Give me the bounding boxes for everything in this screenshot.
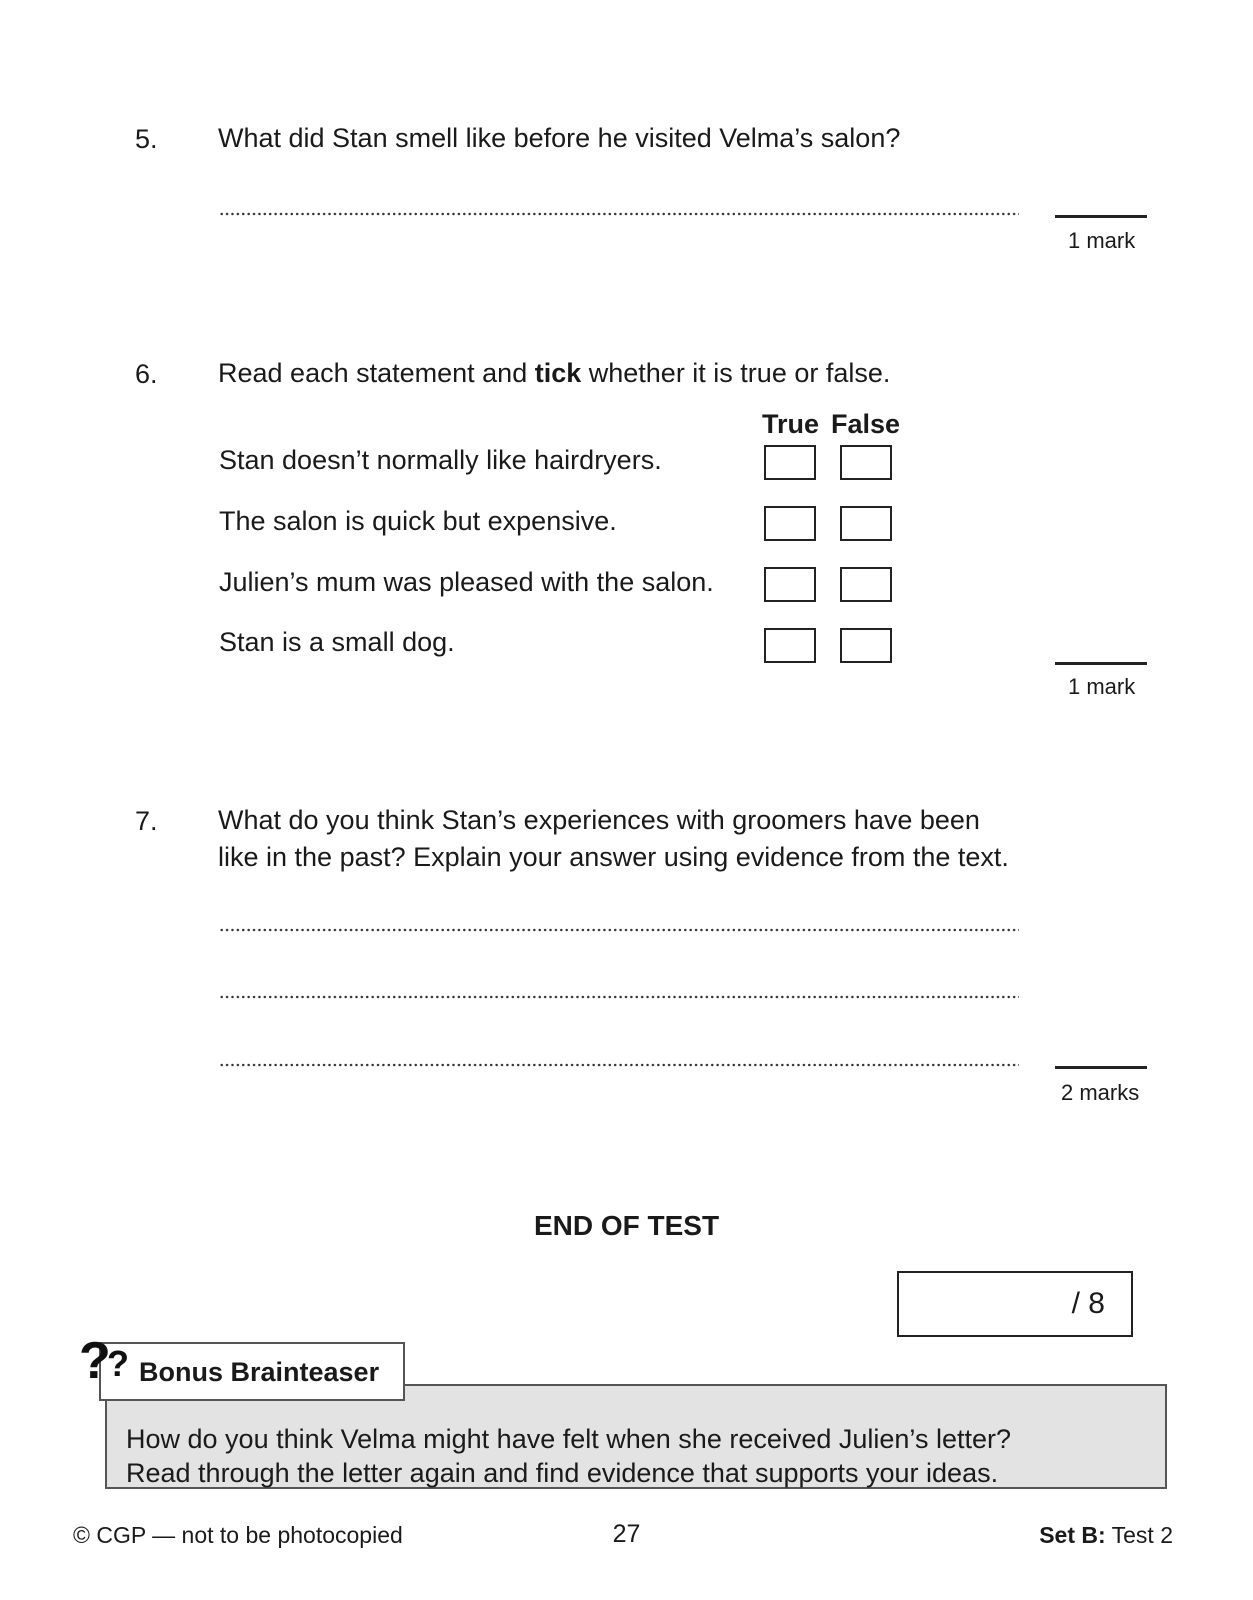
statement-2-false-checkbox[interactable]: [840, 506, 892, 541]
bonus-line-2: Read through the letter again and find evidence that supports your ideas.: [126, 1458, 999, 1488]
question-7-line-2: like in the past? Explain your answer using evidence from the text.: [218, 842, 1009, 872]
marks-label-q6: 1 mark: [1068, 674, 1136, 699]
score-total: / 8: [1071, 1287, 1105, 1320]
question-marks-icon: [77, 1328, 137, 1398]
statement-3-false-checkbox[interactable]: [840, 567, 892, 602]
footer-set-label: [1039, 1522, 1173, 1549]
svg-text:?: ?: [107, 1343, 129, 1384]
question-5-text: What did Stan smell like before he visited Velma’s salon?: [218, 123, 901, 153]
statement-1: Stan doesn’t normally like hairdryers.: [219, 445, 662, 475]
answer-line-q7-3[interactable]: [219, 1063, 1019, 1067]
question-6-text: [218, 355, 890, 392]
statement-2-true-checkbox[interactable]: [764, 506, 816, 541]
statement-4-true-checkbox[interactable]: [764, 628, 816, 663]
question-6-number: 6.: [135, 359, 158, 389]
question-6-text-end: whether it is true or false.: [581, 358, 891, 388]
svg-text:?: ?: [79, 1332, 111, 1390]
statement-3: Julien’s mum was pleased with the salon.: [219, 567, 714, 597]
statement-3-true-checkbox[interactable]: [764, 567, 816, 602]
true-column-header: True: [762, 409, 820, 439]
question-7-number: 7.: [135, 806, 158, 836]
mark-line-q6: [1055, 662, 1147, 665]
statement-4-false-checkbox[interactable]: [840, 628, 892, 663]
footer-test: Test 2: [1105, 1522, 1173, 1548]
answer-line-q7-1[interactable]: [219, 928, 1019, 932]
statement-1-true-checkbox[interactable]: [764, 445, 816, 480]
statement-1-false-checkbox[interactable]: [840, 445, 892, 480]
question-6-text-start: Read each statement and: [218, 358, 535, 388]
footer-copyright: © CGP — not to be photocopied: [73, 1522, 403, 1548]
mark-line-q5: [1055, 215, 1147, 218]
answer-line-q7-2[interactable]: [219, 995, 1019, 999]
mark-line-q7: [1055, 1066, 1147, 1069]
false-column-header: False: [831, 409, 901, 439]
statement-2: The salon is quick but expensive.: [219, 506, 617, 536]
answer-line-q5[interactable]: [219, 212, 1019, 216]
bonus-brainteaser-title: Bonus Brainteaser: [139, 1357, 380, 1387]
marks-label-q5: 1 mark: [1068, 228, 1136, 253]
bonus-brainteaser-tab: [99, 1342, 405, 1401]
question-5-number: 5.: [135, 124, 158, 154]
score-box[interactable]: [897, 1271, 1133, 1337]
page-number: 27: [612, 1520, 641, 1548]
bonus-line-1: How do you think Velma might have felt when she received Julien’s letter?: [126, 1424, 1011, 1454]
marks-label-q7: 2 marks: [1061, 1080, 1140, 1105]
footer-set: Set B:: [1039, 1522, 1106, 1548]
end-of-test-heading: END OF TEST: [533, 1210, 720, 1241]
question-7-line-1: What do you think Stan’s experiences with groomers have been: [218, 805, 980, 835]
question-6-tick-word: tick: [534, 358, 582, 388]
statement-4: Stan is a small dog.: [219, 627, 455, 657]
